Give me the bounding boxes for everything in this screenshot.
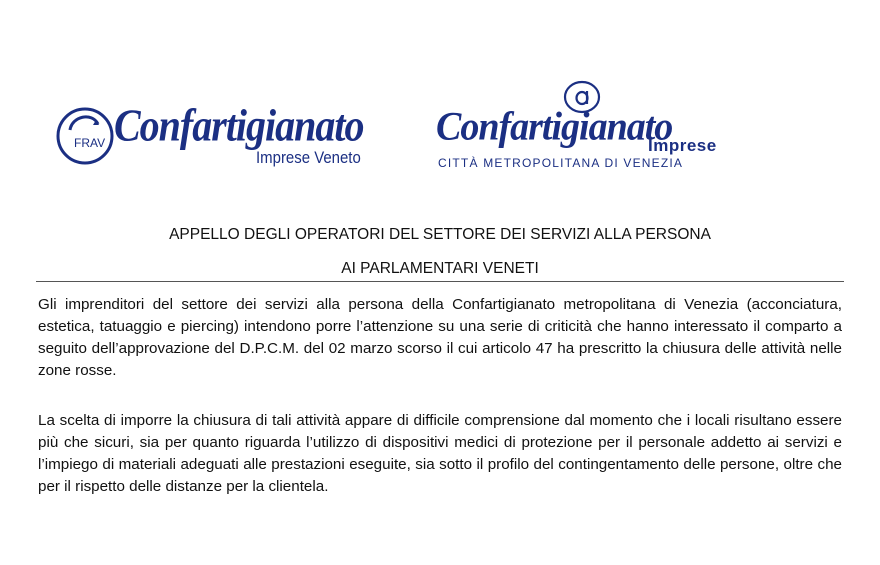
document-title-line-2: AI PARLAMENTARI VENETI: [341, 260, 539, 277]
logo-right-subtitle: Imprese: [648, 136, 717, 155]
logo-left-subtitle: Imprese Veneto: [256, 148, 361, 167]
document-title-line-1: APPELLO DEGLI OPERATORI DEL SETTORE DEI SERVIZI ALLA PERSONA: [169, 226, 711, 243]
logo-right-wordmark: Confartigianato: [436, 105, 673, 150]
paragraph-1: Gli imprenditori del settore dei servizi alla persona della Confartigianato metropolitana di Venezia (acconciatura, estetica, tatuaggio e piercing) intendono porre l’attenzione su una serie di criticità che hanno interessato il comparto a seguito dell’approvazione del D.P.C.M. del 02 marzo scorso il cui articolo 47 ha prescritto la chiusura delle attività nelle zone rosse.: [38, 296, 842, 379]
logo-left-wordmark: Confartigianato: [114, 99, 364, 151]
title-divider: [36, 281, 844, 282]
frav-badge-text: FRAV: [74, 136, 106, 150]
logo-right-city: CITTÀ METROPOLITANA DI VENEZIA: [438, 156, 684, 170]
frav-circle-logo-icon: [52, 100, 122, 170]
paragraph-2: La scelta di imporre la chiusura di tali attività appare di difficile comprensione dal momento che i locali risultano essere più che sicuri, sia per quanto riguarda l’utilizzo di dispositivi medici di protezione per il personale addetto ai servizi e l’impiego di materiali adeguati alle prestazioni eseguite, sia sotto il profilo del contingentamento delle persone, oltre che per il rispetto delle distanze per la clientela.: [38, 412, 842, 495]
confartigianato-veneto-logo: [52, 96, 372, 176]
confartigianato-venezia-logo: [432, 80, 742, 176]
